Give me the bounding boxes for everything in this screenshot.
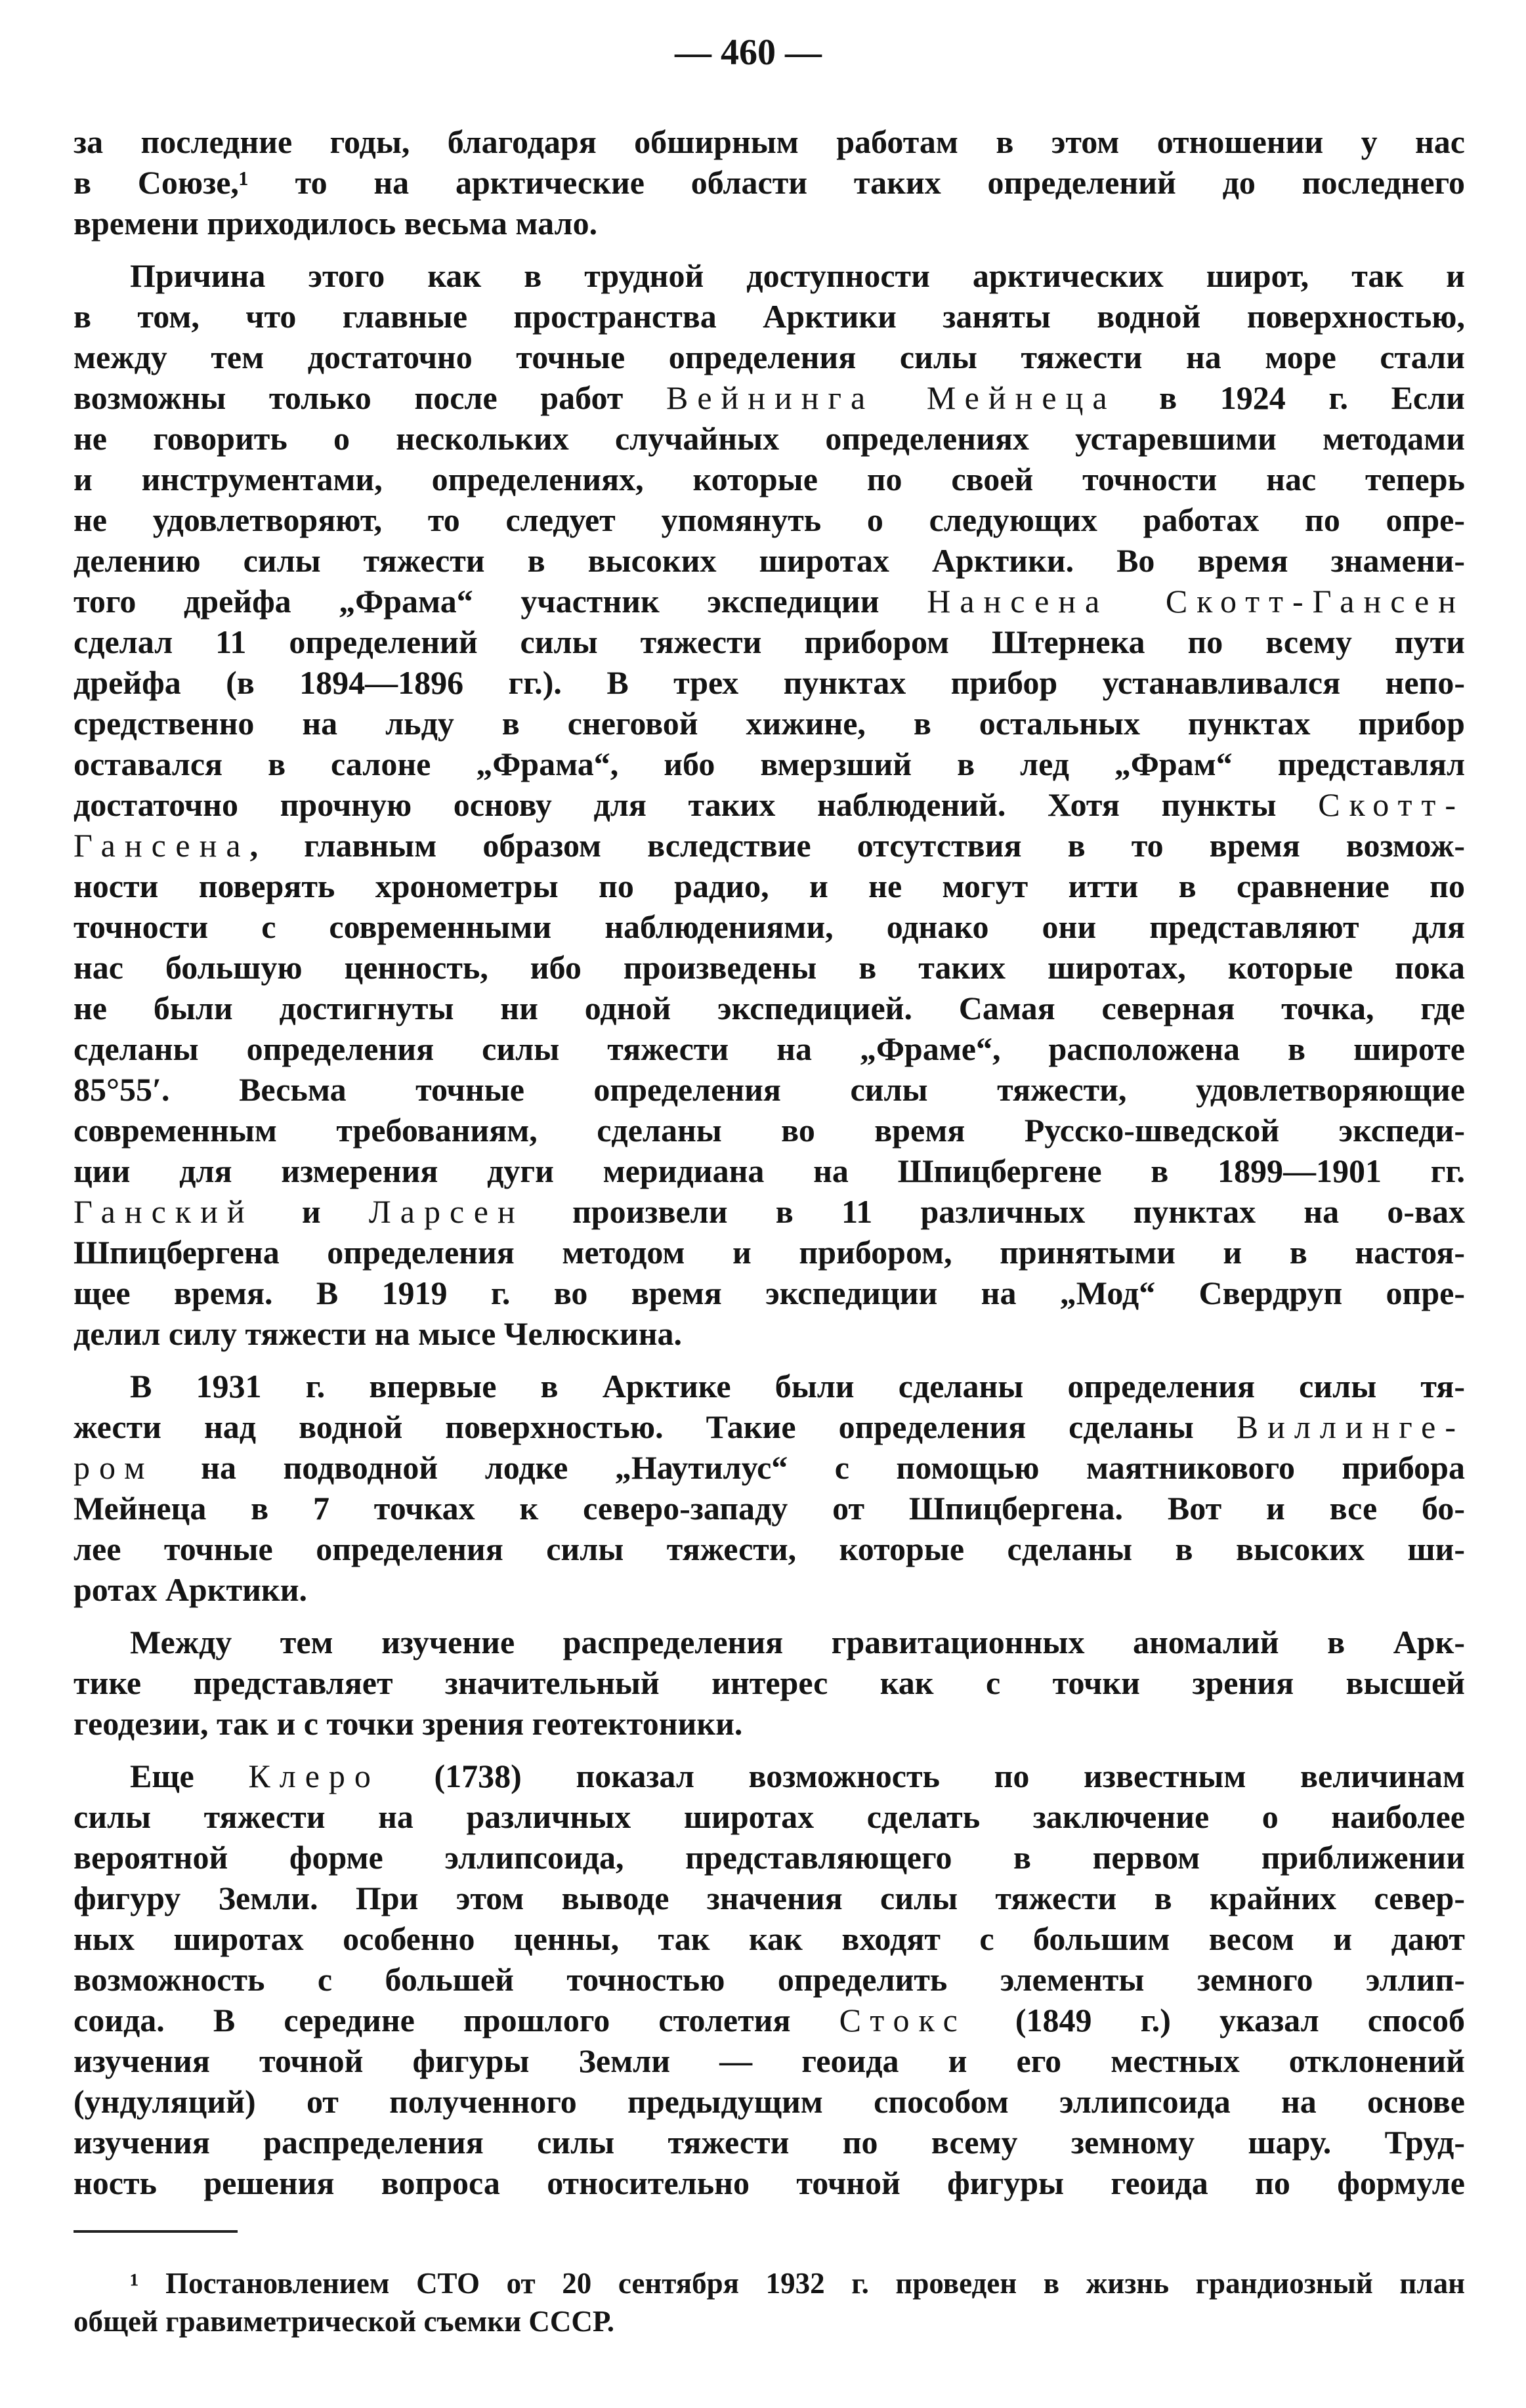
text-segment: изучения точной фигуры Земли — геоида и его местных отклонений xyxy=(74,2042,1465,2079)
paragraph xyxy=(74,1756,1465,2203)
text-segment: произвели в 11 различных пунктах на о-вах xyxy=(524,1193,1465,1230)
text-line xyxy=(74,2000,1465,2040)
text-segment: Еще xyxy=(130,1758,249,1794)
text-line xyxy=(74,162,1465,203)
text-segment: (ундуляций) от полученного предыдущим способом эллипсоида на основе xyxy=(74,2083,1465,2120)
text-segment: изучения распределения силы тяжести по всему земному шару. Труд- xyxy=(74,2124,1465,2161)
text-line xyxy=(74,255,1465,296)
text-line xyxy=(74,1366,1465,1406)
text-segment: дрейфа (в 1894—1896 гг.). В трех пунктах прибор устанавливался непо- xyxy=(74,664,1465,701)
spaced-name: Гансена xyxy=(74,827,250,864)
text-segment: Между тем изучение распределения гравитационных аномалий в Арк- xyxy=(130,1624,1465,1660)
text-segment: возможность с большей точностью определить элементы земного эллип- xyxy=(74,1961,1465,1998)
text-segment: , главным образом вследствие отсутствия в то время возмож- xyxy=(249,827,1465,864)
spaced-name: Скотт- xyxy=(1318,786,1465,823)
text-line xyxy=(74,121,1465,162)
text-segment: ции для измерения дуги меридиана на Шпицбергене в 1899—1901 гг. xyxy=(74,1152,1465,1189)
text-segment: не говорить о нескольких случайных определениях устаревшими методами xyxy=(74,420,1465,457)
paragraph xyxy=(74,121,1465,243)
text-line xyxy=(74,1878,1465,1918)
text-segment: сделаны определения силы тяжести на „Фраме“, расположена в широте xyxy=(74,1030,1465,1067)
spaced-name: Ганский xyxy=(74,1193,254,1230)
text-segment: средственно на льду в снеговой хижине, в остальных пунктах прибор xyxy=(74,705,1465,742)
text-segment: между тем достаточно точные определения силы тяжести на море стали xyxy=(74,339,1465,375)
text-line xyxy=(74,1756,1465,1796)
text-line xyxy=(74,662,1465,703)
text-line xyxy=(74,1488,1465,1529)
text-segment: соида. В середине прошлого столетия xyxy=(74,2002,839,2038)
text-segment: Причина этого как в трудной доступности арктических широт, так и xyxy=(130,257,1465,294)
text-segment: и инструментами, определениях, которые по своей точности нас теперь xyxy=(74,461,1465,497)
text-segment: геодезии, так и с точки зрения геотектоники. xyxy=(74,1705,743,1742)
text-line xyxy=(74,459,1465,499)
spaced-name: Виллинге- xyxy=(1236,1408,1465,1445)
text-segment: Мейнеца в 7 точках к северо-западу от Шпицбергена. Вот и все бо- xyxy=(74,1490,1465,1527)
text-segment: ности поверять хронометры по радио, и не могут итти в сравнение по xyxy=(74,868,1465,904)
text-line xyxy=(74,622,1465,662)
spaced-name: ром xyxy=(74,1449,154,1486)
text-segment: щее время. В 1919 г. во время экспедиции на „Мод“ Свердруп опре- xyxy=(74,1275,1465,1311)
text-line xyxy=(74,1622,1465,1662)
text-line xyxy=(74,1232,1465,1273)
text-segment: ность решения вопроса относительно точной фигуры геоида по формуле xyxy=(74,2165,1465,2201)
text-line xyxy=(74,1529,1465,1569)
text-line xyxy=(74,703,1465,744)
text-segment: фигуру Земли. При этом выводе значения силы тяжести в крайних север- xyxy=(74,1880,1465,1916)
text-line xyxy=(74,1151,1465,1191)
text-segment: ных широтах особенно ценны, так как входят с большим весом и дают xyxy=(74,1920,1465,1957)
text-segment: оставался в салоне „Фрама“, ибо вмерзший в лед „Фрам“ представлял xyxy=(74,746,1465,782)
text-segment: лее точные определения силы тяжести, которые сделаны в высоких ши- xyxy=(74,1531,1465,1567)
text-segment: не удовлетворяют, то следует упомянуть о следующих работах по опре- xyxy=(74,501,1465,538)
text-line xyxy=(74,825,1465,866)
text-line xyxy=(74,1028,1465,1069)
text-segment: не были достигнуты ни одной экспедицией. Самая северная точка, где xyxy=(74,990,1465,1026)
text-line xyxy=(74,499,1465,540)
text-line xyxy=(74,2264,1465,2302)
text-segment: современным требованиям, сделаны во время Русско-шведской экспеди- xyxy=(74,1112,1465,1149)
footnote xyxy=(74,2264,1465,2340)
text-segment: сделал 11 определений силы тяжести прибором Штернека по всему пути xyxy=(74,623,1465,660)
text-segment: ¹ Постановлением СТО от 20 сентября 1932 г. проведен в жизнь грандиозный план xyxy=(130,2267,1465,2300)
text-segment: общей гравиметрической съемки СССР. xyxy=(74,2305,614,2338)
text-line xyxy=(74,2122,1465,2163)
spaced-name: Стокс xyxy=(839,2002,967,2038)
text-line xyxy=(74,2081,1465,2122)
paragraph xyxy=(74,1622,1465,1744)
text-line xyxy=(74,1069,1465,1110)
text-line xyxy=(74,377,1465,418)
text-segment: в том, что главные пространства Арктики заняты водной поверхностью, xyxy=(74,298,1465,335)
text-line xyxy=(74,866,1465,906)
text-line xyxy=(74,988,1465,1028)
text-segment: и xyxy=(253,1193,369,1230)
text-line xyxy=(74,418,1465,459)
footnote-separator xyxy=(74,2230,238,2233)
text-line xyxy=(74,1569,1465,1610)
text-segment: достаточно прочную основу для таких наблюдений. Хотя пункты xyxy=(74,786,1319,823)
text-line xyxy=(74,296,1465,337)
text-segment: того дрейфа „Фрама“ участник экспедиции xyxy=(74,583,927,620)
text-segment: на подводной лодке „Наутилус“ с помощью маятникового прибора xyxy=(154,1449,1465,1486)
text-line xyxy=(74,337,1465,377)
page-number: — 460 — xyxy=(675,32,822,73)
spaced-name: Ларсен xyxy=(368,1193,524,1230)
text-line xyxy=(74,203,1465,243)
text-segment: ротах Арктики. xyxy=(74,1571,308,1608)
text-line xyxy=(74,1273,1465,1313)
text-segment: времени приходилось весьма мало. xyxy=(74,205,598,242)
text-segment: в 1924 г. Если xyxy=(1116,379,1465,416)
text-segment: вероятной форме эллипсоида, представляющего в первом приближении xyxy=(74,1839,1465,1876)
text-line xyxy=(74,744,1465,784)
spaced-name: Нансена Скотт-Гансен xyxy=(927,583,1465,620)
paragraph xyxy=(74,255,1465,1354)
text-segment: (1849 г.) указал способ xyxy=(966,2002,1465,2038)
text-segment: точности с современными наблюдениями, однако они представляют для xyxy=(74,908,1465,945)
text-segment: (1738) показал возможность по известным величинам xyxy=(379,1758,1465,1794)
text-segment: 85°55′. Весьма точные определения силы тяжести, удовлетворяющие xyxy=(74,1071,1465,1108)
text-segment: тике представляет значительный интерес как с точки зрения высшей xyxy=(74,1664,1465,1701)
text-segment: делению силы тяжести в высоких широтах Арктики. Во время знамени- xyxy=(74,542,1465,579)
text-segment: возможны только после работ xyxy=(74,379,666,416)
text-segment: жести над водной поверхностью. Такие определения сделаны xyxy=(74,1408,1237,1445)
text-line xyxy=(74,1662,1465,1703)
text-segment: В 1931 г. впервые в Арктике были сделаны определения силы тя- xyxy=(130,1368,1465,1405)
text-line xyxy=(74,906,1465,947)
text-line xyxy=(74,581,1465,622)
text-segment: нас большую ценность, ибо произведены в таких широтах, которые пока xyxy=(74,949,1465,986)
text-segment: за последние годы, благодаря обширным работам в этом отношении у нас xyxy=(74,123,1465,160)
text-line xyxy=(74,1191,1465,1232)
text-line xyxy=(74,784,1465,825)
text-line xyxy=(74,1918,1465,1959)
spaced-name: Клеро xyxy=(248,1758,380,1794)
text-line xyxy=(74,1110,1465,1151)
body-text xyxy=(74,121,1465,2215)
text-line xyxy=(74,2040,1465,2081)
text-segment: Шпицбергена определения методом и прибором, принятыми и в настоя- xyxy=(74,1234,1465,1271)
text-line xyxy=(74,2163,1465,2203)
text-line xyxy=(74,1703,1465,1744)
text-line xyxy=(74,1796,1465,1837)
text-line xyxy=(74,1406,1465,1447)
text-line xyxy=(74,2302,1465,2340)
text-line xyxy=(74,947,1465,988)
spaced-name: Вейнинга Мейнеца xyxy=(666,379,1116,416)
text-line xyxy=(74,1313,1465,1354)
text-line xyxy=(74,1837,1465,1878)
text-segment: в Союзе,¹ то на арктические области таких определений до последнего xyxy=(74,164,1465,201)
text-segment: делил силу тяжести на мысе Челюскина. xyxy=(74,1315,683,1352)
text-line xyxy=(74,540,1465,581)
text-line xyxy=(74,1959,1465,2000)
text-line xyxy=(74,1447,1465,1488)
paragraph xyxy=(74,1366,1465,1610)
text-segment: силы тяжести на различных широтах сделать заключение о наиболее xyxy=(74,1798,1465,1835)
